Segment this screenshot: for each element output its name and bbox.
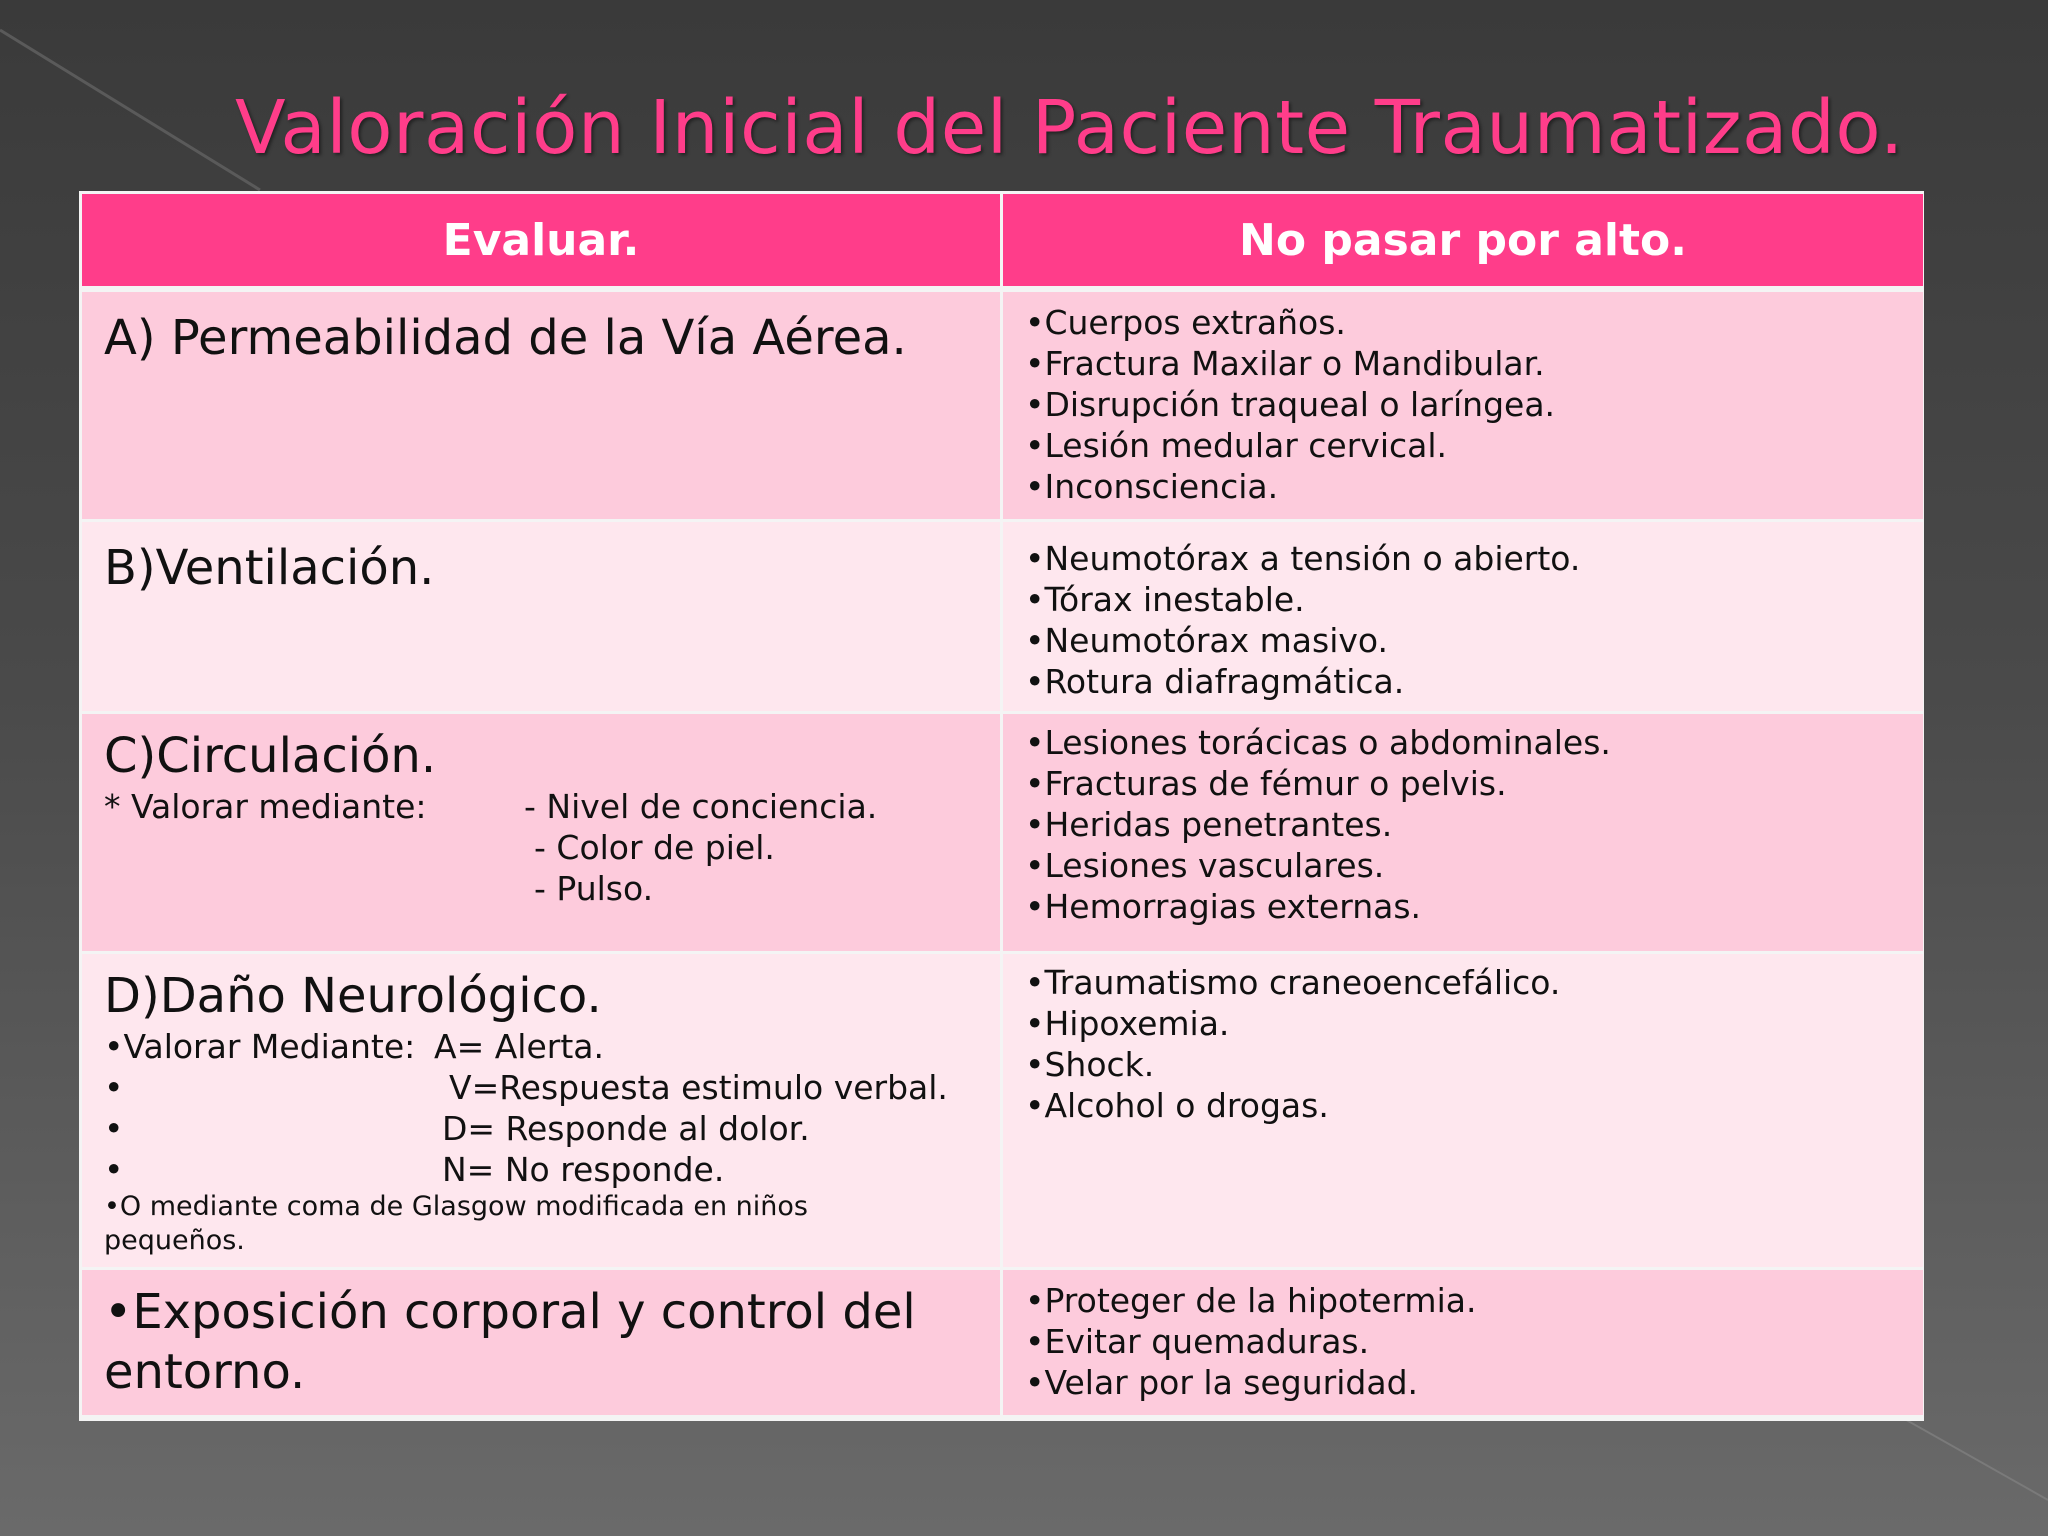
- list-item: •Lesiones torácicas o abdominales.: [1025, 723, 1611, 762]
- row-d-line: [104, 1108, 1000, 1149]
- row-c-sub-item: - Color de piel.: [534, 828, 775, 867]
- row-d-list: [1003, 954, 1923, 1126]
- row-c-sub-label: * Valorar mediante:: [104, 787, 427, 826]
- row-d-text: N= No responde.: [442, 1150, 725, 1189]
- row-d-bullet: •: [104, 1068, 124, 1107]
- list-item: •Velar por la seguridad.: [1025, 1363, 1419, 1402]
- row-b-no-pasar: [1003, 522, 1923, 714]
- row-e-heading-line1: •Exposición corporal y control del: [104, 1284, 916, 1340]
- list-item: •Disrupción traqueal o laríngea.: [1025, 385, 1556, 424]
- list-item: •Hemorragias externas.: [1025, 887, 1422, 926]
- list-item: •Neumotórax a tensión o abierto.: [1025, 539, 1581, 578]
- list-item: •Shock.: [1025, 1045, 1155, 1084]
- slide-title: Valoración Inicial del Paciente Traumatizado.: [235, 85, 1904, 171]
- list-item: •Heridas penetrantes.: [1025, 805, 1393, 844]
- list-item: •Alcohol o drogas.: [1025, 1086, 1329, 1125]
- row-e-heading-line2: entorno.: [104, 1344, 306, 1400]
- list-item: •Fracturas de fémur o pelvis.: [1025, 764, 1507, 803]
- row-d-text: A= Alerta.: [434, 1027, 604, 1066]
- list-item: •Cuerpos extraños.: [1025, 303, 1346, 342]
- header-evaluar: Evaluar.: [82, 194, 1003, 292]
- row-e-no-pasar: [1003, 1270, 1923, 1415]
- row-a-list: [1003, 292, 1923, 507]
- row-d-bullet: •: [104, 1109, 124, 1148]
- list-item: •Inconsciencia.: [1025, 467, 1279, 506]
- list-item: •Lesión medular cervical.: [1025, 426, 1448, 465]
- assessment-table: [79, 191, 1924, 1421]
- row-d-bullet: •Valorar Mediante:: [104, 1027, 416, 1066]
- row-c-list: [1003, 714, 1923, 927]
- list-item: •Fractura Maxilar o Mandibular.: [1025, 344, 1545, 383]
- row-d-text: V=Respuesta estimulo verbal.: [449, 1068, 948, 1107]
- row-b-heading: B)Ventilación.: [104, 540, 435, 596]
- row-d-heading: D)Daño Neurológico.: [104, 968, 602, 1024]
- row-c-subline: [104, 786, 1000, 827]
- list-item: •Rotura diafragmática.: [1025, 662, 1405, 701]
- list-item: •Neumotórax masivo.: [1025, 621, 1388, 660]
- row-c-no-pasar: [1003, 714, 1923, 954]
- list-item: •Tórax inestable.: [1025, 580, 1305, 619]
- row-e-evaluar: [82, 1270, 1003, 1415]
- row-c-heading: C)Circulación.: [104, 728, 437, 784]
- row-c-sub-item: - Pulso.: [534, 869, 654, 908]
- list-item: •Evitar quemaduras.: [1025, 1322, 1370, 1361]
- row-c-subline: [104, 868, 1000, 909]
- row-a-heading: A) Permeabilidad de la Vía Aérea.: [104, 310, 907, 366]
- row-d-note: •O mediante coma de Glasgow modificada en niños pequeños.: [104, 1191, 808, 1256]
- row-d-line: [104, 1026, 1000, 1067]
- row-d-line: [104, 1149, 1000, 1190]
- row-c-sub-item: - Nivel de conciencia.: [524, 787, 878, 826]
- row-c-evaluar: [82, 714, 1003, 954]
- row-d-no-pasar: [1003, 954, 1923, 1270]
- row-d-bullet: •: [104, 1150, 124, 1189]
- list-item: •Proteger de la hipotermia.: [1025, 1281, 1477, 1320]
- row-c-subline: [104, 827, 1000, 868]
- header-no-pasar-por-alto: No pasar por alto.: [1003, 194, 1923, 292]
- row-b-list: [1003, 522, 1923, 702]
- list-item: •Traumatismo craneoencefálico.: [1025, 963, 1561, 1002]
- row-a-no-pasar: [1003, 292, 1923, 522]
- row-d-text: D= Responde al dolor.: [442, 1109, 810, 1148]
- list-item: •Lesiones vasculares.: [1025, 846, 1385, 885]
- row-d-evaluar: [82, 954, 1003, 1270]
- row-d-line: [104, 1067, 1000, 1108]
- list-item: •Hipoxemia.: [1025, 1004, 1230, 1043]
- row-a-evaluar: [82, 292, 1003, 522]
- row-b-evaluar: [82, 522, 1003, 714]
- row-e-list: [1003, 1270, 1923, 1403]
